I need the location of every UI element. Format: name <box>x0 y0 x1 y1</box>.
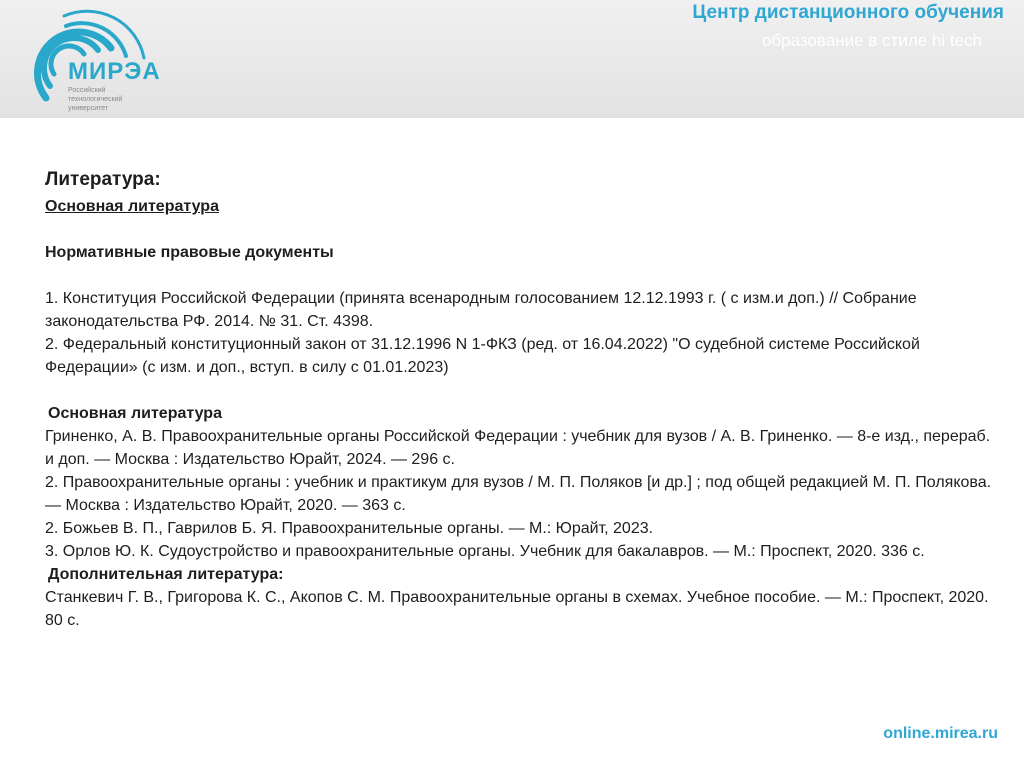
mirea-logo[interactable] <box>6 6 181 114</box>
footer-url-link[interactable]: online.mirea.ru <box>883 725 998 742</box>
normative-docs-title: Нормативные правовые документы <box>45 244 334 261</box>
literature-content <box>45 168 995 632</box>
list-item: Гриненко, А. В. Правоохранительные органы Российской Федерации : учебник для вузов / А. В. Гриненко. — 8-е изд., перераб. и доп. — Москва : Издательство Юрайт, 2024. — 296 с. <box>45 428 991 468</box>
additional-literature-title: Дополнительная литература: <box>48 566 284 583</box>
list-item: 1. Конституция Российской Федерации (принята всенародным голосованием 12.12.1993 г. ( с изм.и доп.) // Собрание законодательства РФ. 2014. № 31. Ст. 4398. <box>45 290 917 330</box>
logo-wordmark: МИРЭА <box>68 58 161 85</box>
list-item: 2. Федеральный конституционный закон от 31.12.1996 N 1-ФКЗ (ред. от 16.04.2022) "О судебной системе Российской Федерации» (с изм. и доп., вступ. в силу с 01.01.2023) <box>45 336 920 376</box>
page-title: Литература: <box>45 169 161 190</box>
list-item: 2. Божьев В. П., Гаврилов Б. Я. Правоохранительные органы. — М.: Юрайт, 2023. <box>45 520 654 537</box>
list-item: 3. Орлов Ю. К. Судоустройство и правоохранительные органы. Учебник для бакалавров. — М.: Проспект, 2020. 336 с. <box>45 543 925 560</box>
logo-subtitle: Российский технологический университет <box>68 87 123 112</box>
header-title: Центр дистанционного обучения <box>692 2 1004 23</box>
header-band <box>0 0 1024 118</box>
list-item: Станкевич Г. В., Григорова К. С., Акопов С. М. Правоохранительные органы в схемах. Учебное пособие. — М.: Проспект, 2020. 80 с. <box>45 589 989 629</box>
header-subtitle: образование в стиле hi tech <box>761 31 982 50</box>
main-literature-subtitle: Основная литература <box>48 405 222 422</box>
main-literature-title: Основная литература <box>45 198 219 215</box>
list-item: 2. Правоохранительные органы : учебник и практикум для вузов / М. П. Поляков [и др.] ; под общей редакцией М. П. Полякова. — Москва : Издательство Юрайт, 2020. — 363 с. <box>45 474 992 514</box>
